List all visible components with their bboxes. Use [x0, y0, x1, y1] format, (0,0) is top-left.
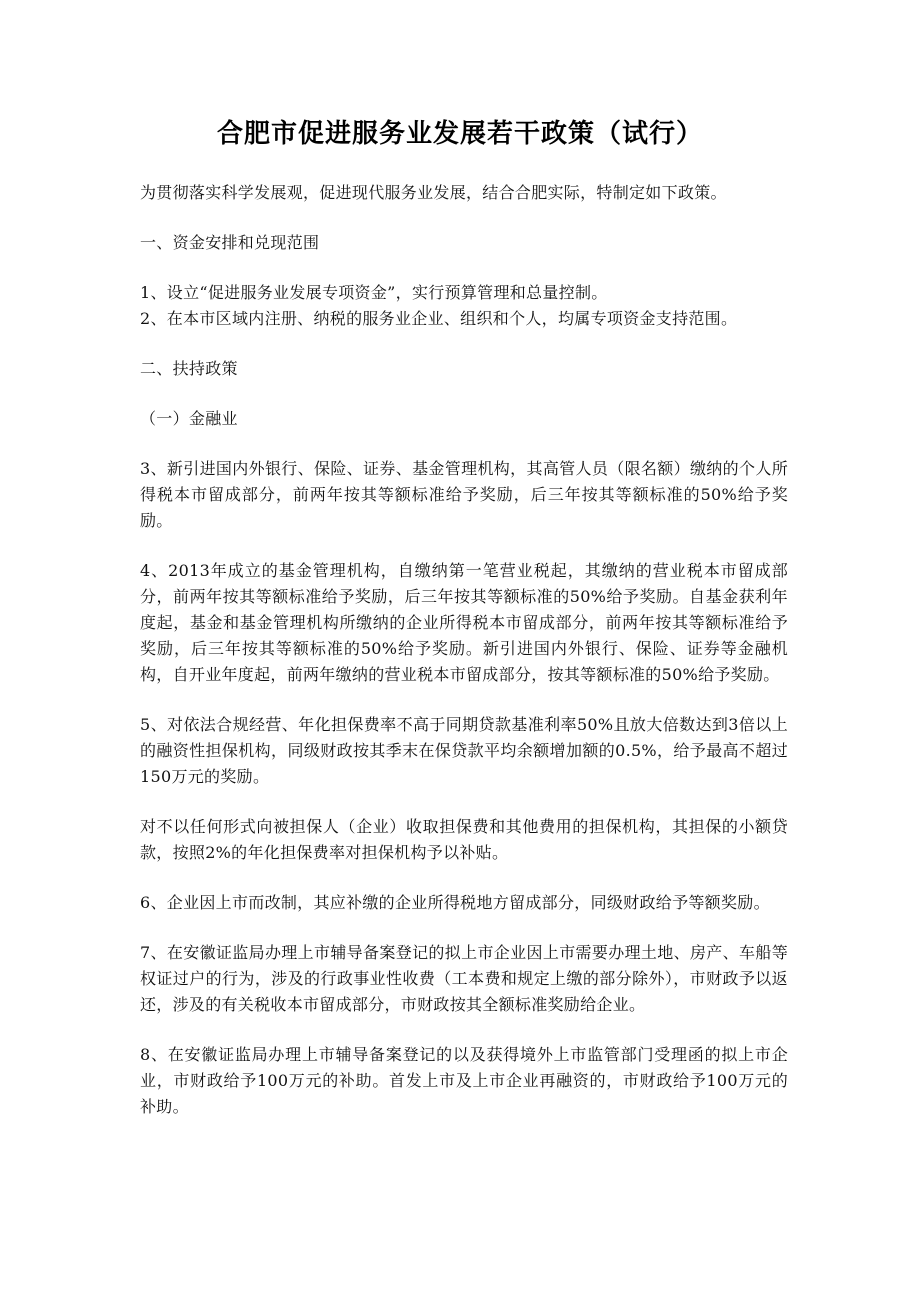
policy-item-3: 3、新引进国内外银行、保险、证券、基金管理机构，其高管人员（限名额）缴纳的个人所得税本市留成部分，前两年按其等额标准给予奖励，后三年按其等额标准的50%给予奖励。 — [140, 459, 788, 530]
policy-item-1: 1、设立“促进服务业发展专项资金”，实行预算管理和总量控制。 — [140, 283, 608, 302]
policy-item-4: 4、2013年成立的基金管理机构，自缴纳第一笔营业税起，其缴纳的营业税本市留成部分，前两年按其等额标准给予奖励，后三年按其等额标准的50%给予奖励。自基金获利年度起，基金和基金管理机构所缴纳的企业所得税本市留成部分，前两年按其等额标准给予奖励，后三年按其等额标准的50%给予奖励。新引进国内外银行、保险、证券等金融机构，自开业年度起，前两年缴纳的营业税本市留成部分，按其等额标准的50%给予奖励。 — [140, 561, 788, 684]
document-body — [140, 180, 788, 1120]
section-heading-policies: 二、扶持政策 — [140, 359, 238, 378]
intro-paragraph: 为贯彻落实科学发展观，促进现代服务业发展，结合合肥实际，特制定如下政策。 — [140, 183, 727, 202]
policy-item-5: 5、对依法合规经营、年化担保费率不高于同期贷款基准利率50%且放大倍数达到3倍以上的融资性担保机构，同级财政按其季末在保贷款平均余额增加额的0.5%，给予最高不超过150万元的奖励。 — [140, 715, 788, 786]
section-heading-funding: 一、资金安排和兑现范围 — [140, 233, 320, 252]
subheading-finance: （一）金融业 — [140, 409, 238, 428]
policy-item-5-supplement: 对不以任何形式向被担保人（企业）收取担保费和其他费用的担保机构，其担保的小额贷款，按照2%的年化担保费率对担保机构予以补贴。 — [140, 817, 788, 862]
section-funding-items — [140, 280, 788, 332]
document-title: 合肥市促进服务业发展若干政策（试行） — [216, 119, 703, 149]
policy-item-6: 6、企业因上市而改制，其应补缴的企业所得税地方留成部分，同级财政给予等额奖励。 — [140, 893, 770, 912]
policy-item-2: 2、在本市区域内注册、纳税的服务业企业、组织和个人，均属专项资金支持范围。 — [140, 309, 738, 328]
policy-item-8: 8、在安徽证监局办理上市辅导备案登记的以及获得境外上市监管部门受理函的拟上市企业，市财政给予100万元的补助。首发上市及上市企业再融资的，市财政给予100万元的补助。 — [140, 1045, 788, 1116]
policy-item-7: 7、在安徽证监局办理上市辅导备案登记的拟上市企业因上市需要办理土地、房产、车船等权证过户的行为，涉及的行政事业性收费（工本费和规定上缴的部分除外），市财政予以返还，涉及的有关税收本市留成部分，市财政按其全额标准奖励给企业。 — [140, 943, 788, 1014]
